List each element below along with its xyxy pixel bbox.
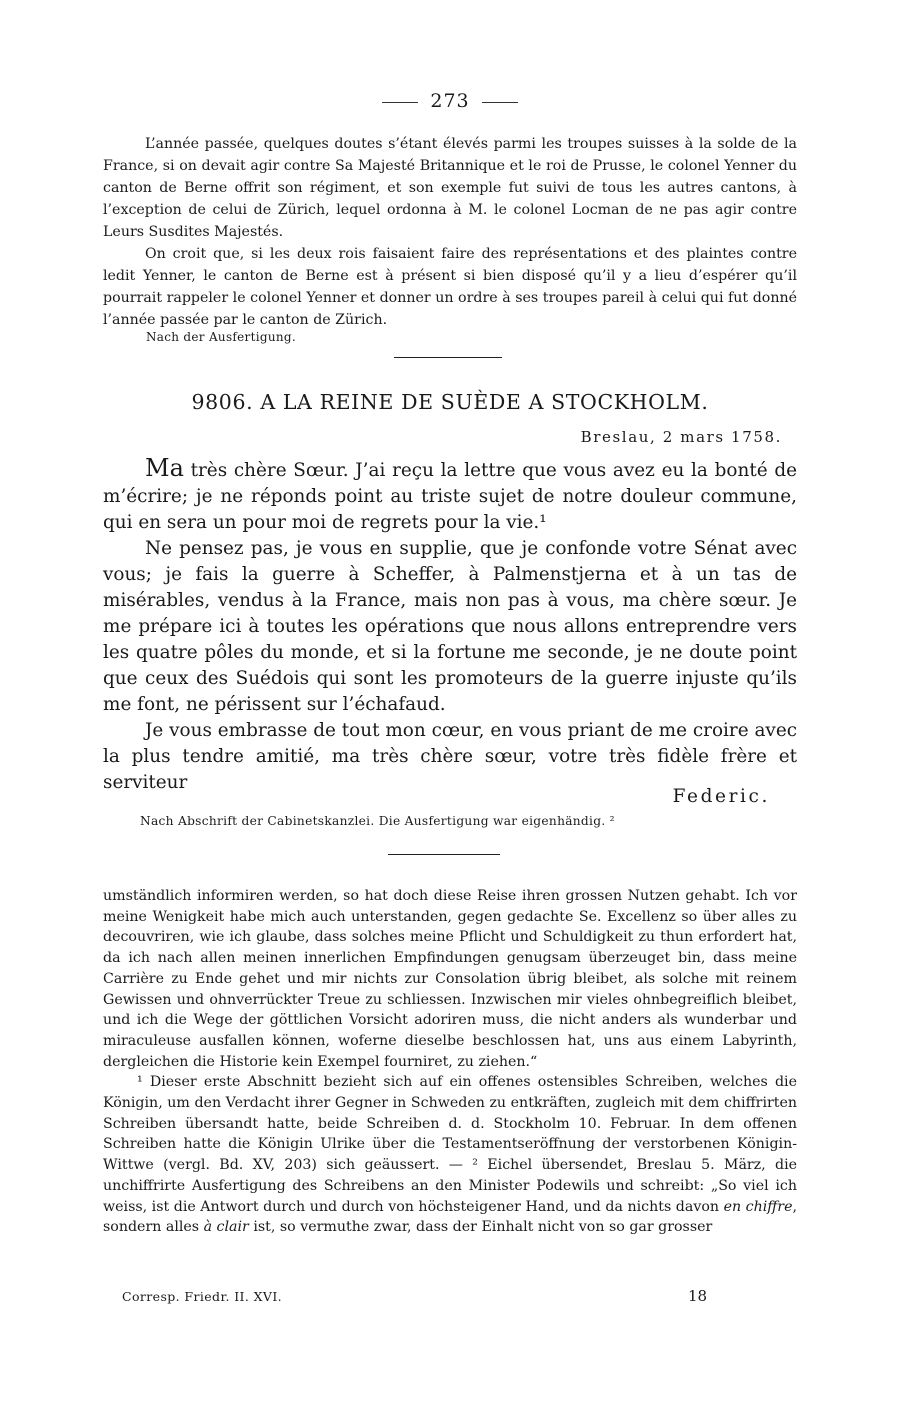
section-divider-1 <box>394 357 502 358</box>
footnote-2-italic-1: en chiffre <box>723 1198 793 1215</box>
page-number-dash-right <box>482 102 518 103</box>
intro-source-note: Nach der Ausfertigung. <box>146 330 296 344</box>
footnote-continuation: umständlich informiren werden, so hat doch diese Reise ihren grossen Nutzen gehabt. Ich vor meine Wenigkeit habe mich auch unterstanden, gegen gedachte Se. Excellenz so über alles zu decouvriren, wie ich glaube, dass solches meine Pflicht und Schuldigkeit zu thun erfordert hat, da ich nach allen meinen innerlichen Empfindungen genugsam überzeuget bin, dass meine Carrière zu Ende gehet und mir nichts zur Consolation übrig bleibet, als solche mit reinem Gewissen und ohnverrückter Treue zu schliessen. Inzwischen mir vieles ohnbegreiflich bleibet, und ich die Wege der göttlichen Vorsicht adoriren muss, die nicht anders als wunderbar und miraculeuse ausfallen können, woferne dieselbe beschlossen hat, uns aus einem Labyrinth, dergleichen die Historie kein Exempel fourniret, zu ziehen.“ <box>103 888 797 1070</box>
letter-body <box>103 455 797 796</box>
letter-paragraph-3: Je vous embrasse de tout mon cœur, en vous priant de me croire avec la plus tendre amitié, ma très chère sœur, votre très fidèle frère et serviteur <box>103 720 797 793</box>
letter-heading: 9806. A LA REINE DE SUÈDE A STOCKHOLM. <box>191 390 709 414</box>
page-number-dash-left <box>382 102 418 103</box>
footnote-2-text-a: ² Eichel übersendet, Breslau 5. März, die unchiffrirte Ausfertigung des Schreibens an den Minister Podewils und schreibt: „So viel ich weiss, ist die Antwort durch und durch von höchsteigener Hand, und da nichts davon <box>103 1157 797 1215</box>
letter-paragraph-2: Ne pensez pas, je vous en supplie, que je confonde votre Sénat avec vous; je fais la guerre à Scheffer, à Palmenstjerna et à un tas de misérables, vendus à la France, mais non pas à vous, ma chère sœur. Je me prépare ici à toutes les opérations que nous allons entreprendre vers les quatre pôles du monde, et si la fortune me seconde, je ne doute point que ceux des Suédois qui sont les promoteurs de la guerre injuste qu’ils me font, ne périssent sur l’échafaud. <box>103 538 797 715</box>
footer-signature-mark: 18 <box>688 1287 708 1305</box>
footnote-2-italic-2: à clair <box>203 1219 249 1236</box>
footnote-2-text-b: , sondern alles <box>103 1198 797 1236</box>
page-number <box>0 90 900 112</box>
intro-text <box>103 133 797 331</box>
letter-opening-word: Ma <box>145 454 184 482</box>
footnote-2-text-c: ist, so vermuthe zwar, dass der Einhalt nicht von so gar grosser <box>248 1219 713 1236</box>
page-number-text: 273 <box>430 90 470 112</box>
section-divider-2 <box>388 854 500 855</box>
footnotes <box>103 886 797 1238</box>
footnote-1-and-2 <box>103 1072 797 1238</box>
intro-paragraph-1: L’année passée, quelques doutes s’étant élevés parmi les troupes suisses à la solde de la France, si on devait agir contre Sa Majesté Britannique et le roi de Prusse, le colonel Yenner du canton de Berne offrit son régiment, et son exemple fut suivi de tous les autres cantons, à l’exception de celui de Zürich, lequel ordonna à M. le colonel Locman de ne pas agir contre Leurs Susdites Majestés. <box>103 136 797 240</box>
footer-series: Corresp. Friedr. II. XVI. <box>122 1289 283 1304</box>
letter-source-note: Nach Abschrift der Cabinetskanzlei. Die Ausfertigung war eigenhändig. ² <box>140 814 615 828</box>
footnote-1-text: ¹ Dieser erste Abschnitt bezieht sich auf ein offenes ostensibles Schreiben, welches die Königin, um den Verdacht ihrer Gegner in Schweden zu entkräften, zugleich mit dem chiffrirten Schreiben übersandt hatte, beide Schreiben d. d. Stockholm 10. Februar. In dem offenen Schreiben hatte die Königin Ulrike über die Testamentseröffnung der verstorbenen Königin-Wittwe (vergl. Bd. XV, 203) sich geäussert. — <box>103 1074 797 1174</box>
letter-paragraph-1 <box>103 455 797 536</box>
intro-paragraph-2: On croit que, si les deux rois faisaient faire des représentations et des plaintes contre ledit Yenner, le canton de Berne est à présent si bien disposé qu’il y a lieu d’espérer qu’il pourrait rappeler le colonel Yenner et donner un ordre à ses troupes pareil à celui qui fut donné l’année passée par le canton de Zürich. <box>103 246 797 328</box>
letter-paragraph-1-text: très chère Sœur. J’ai reçu la lettre que vous avez eu la bonté de m’écrire; je ne réponds point au triste sujet de notre douleur commune, qui en sera un pour moi de regrets pour la vie.¹ <box>103 460 797 533</box>
letter-signature: Federic. <box>672 786 770 807</box>
letter-dateline: Breslau, 2 mars 1758. <box>580 428 782 446</box>
